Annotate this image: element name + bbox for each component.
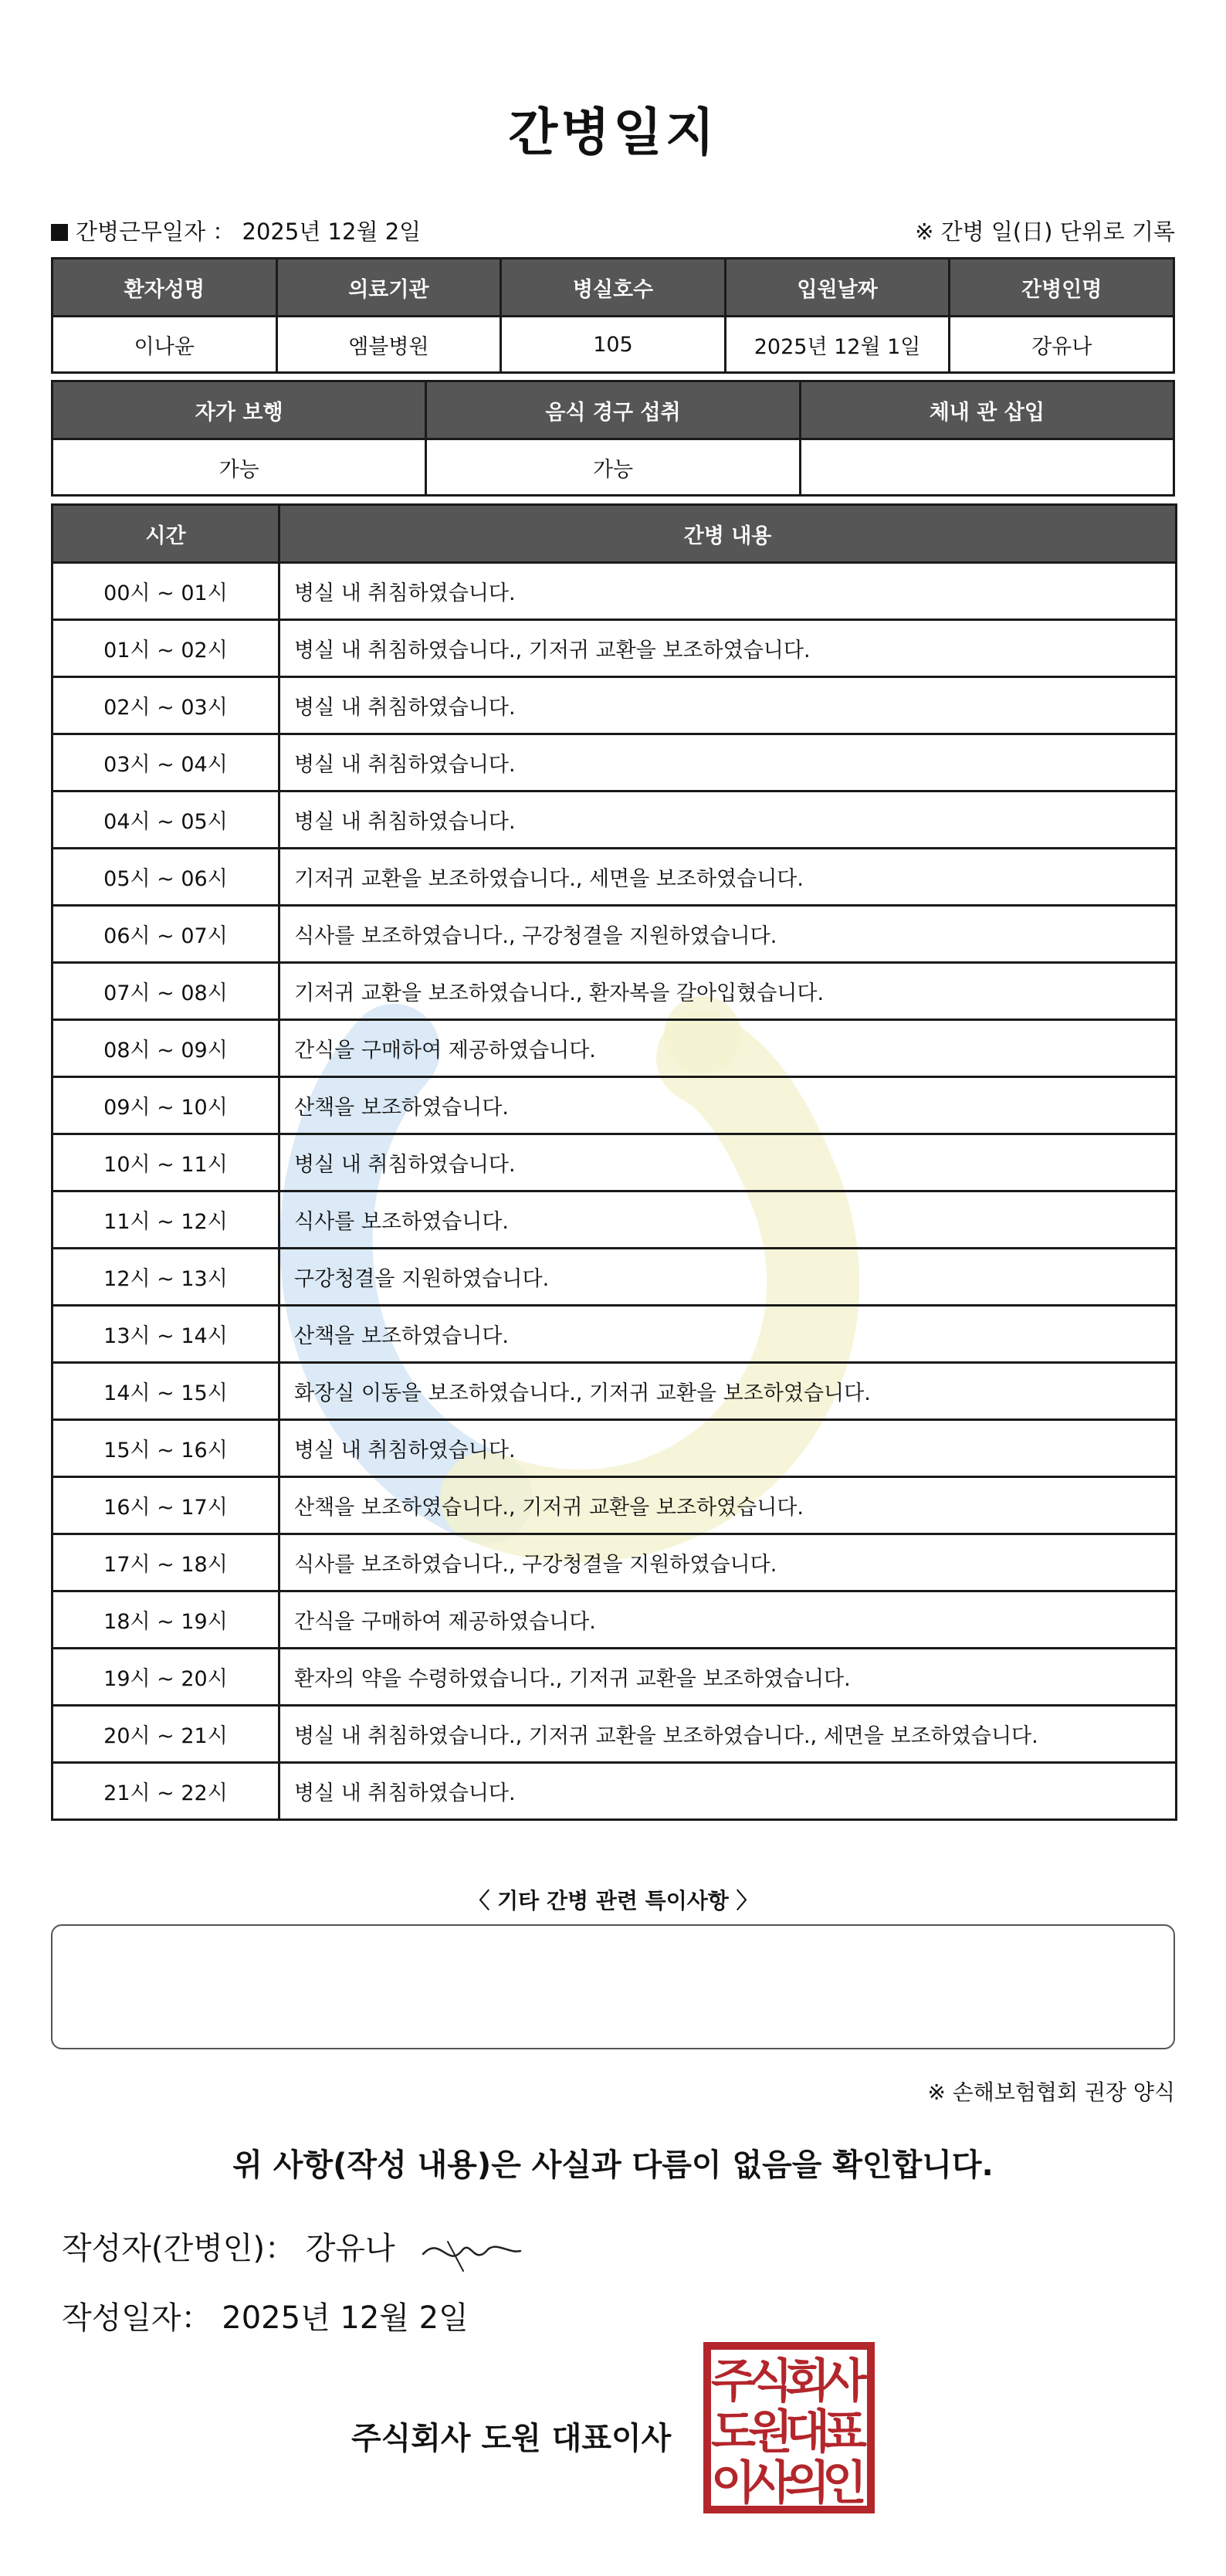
document-title: 간병일지 bbox=[508, 103, 718, 162]
recommendation-note: ※ 손해보험협회 권장 양식 bbox=[927, 2079, 1175, 2105]
content-cell: 기저귀 교환을 보조하였습니다., 환자복을 갈아입혔습니다. bbox=[279, 963, 1177, 1020]
table-row bbox=[52, 906, 1177, 963]
table-row bbox=[52, 1763, 1177, 1820]
svg-text:사: 사 bbox=[748, 2456, 793, 2510]
content-cell: 산책을 보조하였습니다. bbox=[279, 1077, 1177, 1134]
written-date: 작성일자： 2025년 12월 2일 bbox=[62, 2300, 469, 2336]
writer-line: 작성자(간병인)： 강유나 bbox=[62, 2231, 395, 2266]
content-cell: 환자의 약을 수령하였습니다., 기저귀 교환을 보조하였습니다. bbox=[279, 1649, 1177, 1706]
meta-row bbox=[51, 208, 1175, 247]
time-cell: 01시 ~ 02시 bbox=[52, 620, 279, 677]
time-cell: 03시 ~ 04시 bbox=[52, 734, 279, 791]
content-cell: 병실 내 취침하였습니다. bbox=[279, 1763, 1177, 1820]
notes-title: 〈 기타 간병 관련 특이사항 〉 bbox=[468, 1888, 758, 1913]
table-row bbox=[52, 620, 1177, 677]
time-cell: 04시 ~ 05시 bbox=[52, 791, 279, 849]
svg-text:표: 표 bbox=[822, 2405, 867, 2459]
time-cell: 21시 ~ 22시 bbox=[52, 1763, 279, 1820]
table-row bbox=[52, 1191, 1177, 1249]
tube-insertion-value bbox=[800, 439, 1174, 496]
table-row bbox=[52, 1706, 1177, 1763]
work-date-label: 간병근무일자 ： 2025년 12월 2일 bbox=[76, 219, 422, 245]
caregiver-name: 강유나 bbox=[950, 317, 1174, 373]
care-log-table bbox=[51, 503, 1177, 1821]
table-row bbox=[52, 734, 1177, 791]
content-cell: 병실 내 취침하였습니다. bbox=[279, 1420, 1177, 1477]
content-cell: 병실 내 취침하였습니다. bbox=[279, 563, 1177, 620]
time-cell: 12시 ~ 13시 bbox=[52, 1249, 279, 1306]
time-cell: 06시 ~ 07시 bbox=[52, 906, 279, 963]
company-seal-icon bbox=[703, 2341, 875, 2514]
time-cell: 18시 ~ 19시 bbox=[52, 1591, 279, 1649]
signature-icon bbox=[417, 2228, 525, 2274]
svg-text:대: 대 bbox=[785, 2405, 830, 2459]
patient-header-cell: 의료기관 bbox=[276, 259, 501, 317]
svg-text:식: 식 bbox=[748, 2354, 793, 2408]
time-cell: 10시 ~ 11시 bbox=[52, 1134, 279, 1191]
status-header-cell: 자가 보행 bbox=[52, 381, 426, 439]
content-cell: 병실 내 취침하였습니다., 기저귀 교환을 보조하였습니다., 세면을 보조하였습니다. bbox=[279, 1706, 1177, 1763]
confirm-statement: 위 사항(작성 내용)은 사실과 다름이 없음을 확인합니다. bbox=[232, 2147, 994, 2183]
table-row bbox=[52, 963, 1177, 1020]
time-cell: 00시 ~ 01시 bbox=[52, 563, 279, 620]
table-row bbox=[52, 791, 1177, 849]
time-cell: 05시 ~ 06시 bbox=[52, 849, 279, 906]
svg-text:회: 회 bbox=[785, 2354, 830, 2408]
status-header-cell: 음식 경구 섭취 bbox=[426, 381, 800, 439]
time-cell: 15시 ~ 16시 bbox=[52, 1420, 279, 1477]
square-bullet-icon bbox=[51, 224, 68, 241]
self-walking-value: 가능 bbox=[52, 439, 426, 496]
content-cell: 산책을 보조하였습니다. bbox=[279, 1306, 1177, 1363]
oral-intake-value: 가능 bbox=[426, 439, 800, 496]
table-row bbox=[52, 1420, 1177, 1477]
table-row bbox=[52, 849, 1177, 906]
content-cell: 간식을 구매하여 제공하였습니다. bbox=[279, 1020, 1177, 1077]
table-row bbox=[52, 1134, 1177, 1191]
room-number: 105 bbox=[501, 317, 726, 373]
time-cell: 17시 ~ 18시 bbox=[52, 1534, 279, 1591]
svg-text:주: 주 bbox=[711, 2354, 756, 2408]
patient-header-cell: 간병인명 bbox=[950, 259, 1174, 317]
time-cell: 02시 ~ 03시 bbox=[52, 677, 279, 734]
unit-note: ※ 간병 일(日) 단위로 기록 bbox=[915, 219, 1175, 245]
svg-text:사: 사 bbox=[822, 2354, 867, 2408]
table-row bbox=[52, 1363, 1177, 1420]
status-header-cell: 체내 관 삽입 bbox=[800, 381, 1174, 439]
company-representative: 주식회사 도원 대표이사 bbox=[351, 2421, 672, 2456]
svg-text:이: 이 bbox=[711, 2456, 756, 2510]
content-cell: 식사를 보조하였습니다., 구강청결을 지원하였습니다. bbox=[279, 906, 1177, 963]
table-row bbox=[52, 1534, 1177, 1591]
table-row bbox=[52, 1020, 1177, 1077]
content-cell: 병실 내 취침하였습니다. bbox=[279, 791, 1177, 849]
time-cell: 08시 ~ 09시 bbox=[52, 1020, 279, 1077]
content-cell: 구강청결을 지원하였습니다. bbox=[279, 1249, 1177, 1306]
time-header: 시간 bbox=[52, 505, 279, 563]
patient-header-cell: 환자성명 bbox=[52, 259, 277, 317]
table-row bbox=[52, 1591, 1177, 1649]
content-cell: 식사를 보조하였습니다. bbox=[279, 1191, 1177, 1249]
time-cell: 09시 ~ 10시 bbox=[52, 1077, 279, 1134]
table-row bbox=[52, 677, 1177, 734]
content-cell: 기저귀 교환을 보조하였습니다., 세면을 보조하였습니다. bbox=[279, 849, 1177, 906]
table-row bbox=[52, 1477, 1177, 1534]
content-cell: 간식을 구매하여 제공하였습니다. bbox=[279, 1591, 1177, 1649]
content-header: 간병 내용 bbox=[279, 505, 1177, 563]
content-cell: 식사를 보조하였습니다., 구강청결을 지원하였습니다. bbox=[279, 1534, 1177, 1591]
notes-box bbox=[51, 1924, 1175, 2049]
content-cell: 병실 내 취침하였습니다. bbox=[279, 734, 1177, 791]
patient-name: 이나윤 bbox=[52, 317, 277, 373]
time-cell: 07시 ~ 08시 bbox=[52, 963, 279, 1020]
time-cell: 13시 ~ 14시 bbox=[52, 1306, 279, 1363]
time-cell: 11시 ~ 12시 bbox=[52, 1191, 279, 1249]
svg-text:원: 원 bbox=[748, 2405, 793, 2459]
hospital-name: 엠블병원 bbox=[276, 317, 501, 373]
patient-header-cell: 병실호수 bbox=[501, 259, 726, 317]
table-row bbox=[52, 1077, 1177, 1134]
patient-header-cell: 입원날짜 bbox=[725, 259, 950, 317]
svg-text:의: 의 bbox=[785, 2456, 830, 2510]
svg-text:도: 도 bbox=[711, 2405, 756, 2459]
work-date bbox=[51, 215, 421, 246]
content-cell: 병실 내 취침하였습니다., 기저귀 교환을 보조하였습니다. bbox=[279, 620, 1177, 677]
time-cell: 20시 ~ 21시 bbox=[52, 1706, 279, 1763]
content-cell: 산책을 보조하였습니다., 기저귀 교환을 보조하였습니다. bbox=[279, 1477, 1177, 1534]
svg-text:인: 인 bbox=[822, 2456, 867, 2510]
patient-status-table bbox=[51, 380, 1175, 497]
admission-date: 2025년 12월 1일 bbox=[725, 317, 950, 373]
time-cell: 19시 ~ 20시 bbox=[52, 1649, 279, 1706]
patient-info-table bbox=[51, 257, 1175, 374]
table-row bbox=[52, 1649, 1177, 1706]
time-cell: 16시 ~ 17시 bbox=[52, 1477, 279, 1534]
content-cell: 병실 내 취침하였습니다. bbox=[279, 677, 1177, 734]
table-row bbox=[52, 1249, 1177, 1306]
content-cell: 화장실 이동을 보조하였습니다., 기저귀 교환을 보조하였습니다. bbox=[279, 1363, 1177, 1420]
table-row bbox=[52, 563, 1177, 620]
time-cell: 14시 ~ 15시 bbox=[52, 1363, 279, 1420]
table-row bbox=[52, 1306, 1177, 1363]
content-cell: 병실 내 취침하였습니다. bbox=[279, 1134, 1177, 1191]
